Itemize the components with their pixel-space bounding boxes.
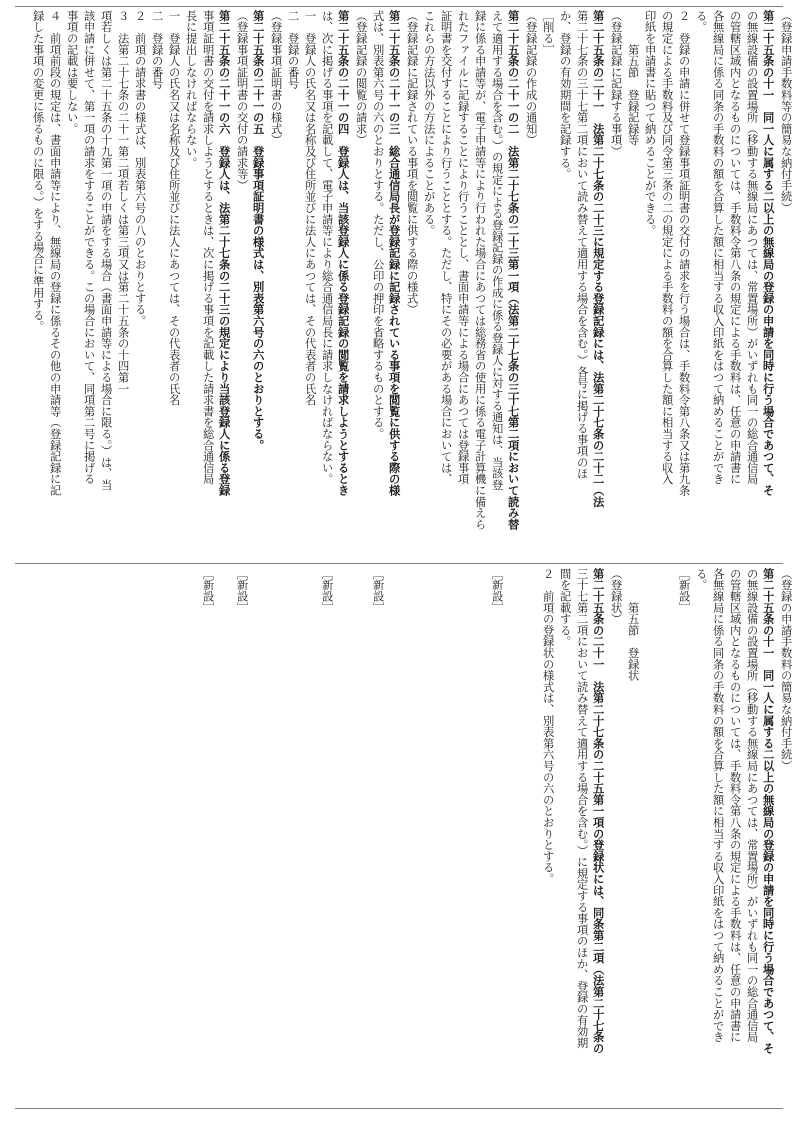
upper-column: 第二十五条の二十一の五 登録事項証明書の様式は、別表第六号の六のとおりとする。 [251,10,266,451]
upper-column: ［削る］ [541,10,555,56]
bottom-rule [15,1108,783,1109]
upper-column: 該申請に併せて、第一項の請求をすることができる。この場合において、同項第二号に掲げる [82,10,96,485]
lower-column: ［新設］ [371,568,385,614]
upper-column: 第二十五条の二十一の六 登録人は、法第二十七条の二十三の規定により当該登録人に係る登録 [217,10,232,496]
upper-column: ２ 登録の申請に併せて登録事項証明書の交付の請求を行う場合は、手数料令第八条又は第九条 [677,10,691,496]
upper-column: 第二十五条の二十一の二 法第二十七条の二十三第一項（法第二十七条の三十七第二項において読み替 [506,10,521,530]
upper-column: 印紙を申請書に貼つて納めることができる。 [643,10,657,236]
lower-column: ［新設］ [490,568,504,614]
upper-column: えて適用する場合を含む。）の規定による登録記録の作成に係る登録人に対する通知は、当該登 [490,10,504,491]
upper-column: 一 登録人の氏名又は名称及び住所並びに法人にあつては、その代表者の氏名 [167,10,181,406]
upper-column: ３ 法第二十七条の二十一第二項若しくは第三項又は第二十五条の十四第一 [116,10,130,395]
lower-column: （登録状） [609,568,623,625]
lower-column: る。 [694,568,708,591]
upper-column: 事項証明書の交付を請求しようとするときは、次に掲げる事項を記載した請求書を総合通信局 [201,10,215,485]
upper-column: （登録事項証明書の様式） [269,10,283,146]
lower-column: ［新設］ [201,568,215,614]
upper-column: 録に係る申請等が、電子申請等により行われた場合にあつては総務省の使用に係る電子計算機に備えら [473,10,487,530]
lower-column: ２ 前項の登録状の様式は、別表第六号の六のとおりとする。 [541,568,555,885]
lower-column: 第二十五条の二十一 法第二十七条の二十五第一項の登録状には、同条第二項（法第二十七条の [591,568,606,1054]
lower-column: 第五節 登録状 [626,568,640,681]
upper-column: 二 登録の番号 [286,10,300,90]
upper-column: 事項の記載は要しない。 [65,10,79,135]
upper-column: （登録記録に記録する事項） [609,10,623,157]
upper-column: 第二十五条の二十一の三 総合通信局長が登録記録に記録されている事項を閲覧に供する際の様 [387,10,402,496]
lower-column: ［新設］ [320,568,334,614]
upper-column: は、次に掲げる事項を記載して、電子申請等により総合通信局長に請求しなければならない。 [320,10,334,485]
upper-column: 長に提出しなければならない。 [184,10,198,169]
lower-column: ［新設］ [235,568,249,614]
lower-column: 第二十五条の十一 同一人に属する二以上の無線局の登録の申請を同時に行う場合であつて、そ [761,568,776,1054]
upper-column: （登録記録に記録されている事項を閲覧に供する際の様式） [405,10,419,316]
upper-column: 録した事項の変更に係るものに限る。）をする場合に準用する。 [31,10,45,333]
lower-column: （登録の申請手数料の簡易な納付手続） [779,568,793,772]
upper-column: か、登録の有効期間を記録する。 [558,10,572,180]
upper-column: 第二十五条の二十一 法第二十七条の二十三に規定する登録記録には、法第二十七条の二十二（法 [591,10,606,508]
lower-column: の無線設備の設置場所（移動する無線局にあつては、常置場所）がいずれも同一の総合通信局 [745,568,759,1043]
middle-rule [15,563,783,564]
upper-column: ２ 前項の請求書の様式は、別表第六号の八のとおりとする。 [133,10,147,327]
upper-column: （登録事項証明書の交付の請求等） [235,10,249,191]
upper-column: れたファイルに記録することにより行うこととし、書面申請等による場合にあつては登録事項 [456,10,470,485]
upper-column: 各無線局に係る同条の手数料の額を合算した額に相当する収入印紙をはつて納めることができ [711,10,725,485]
lower-column: ［新設］ [677,568,691,614]
upper-column: これらの方法以外の方法によることがある。 [422,10,436,236]
lower-column: 三十七第二項において読み替えて適用する場合を含む。）に規定する事項のほか、登録の有効期 [575,568,589,1049]
lower-column: の管轄区域内となるものについては、手数料令第八条の規定による手数料は、任意の申請書に [728,568,742,1043]
upper-column: の管轄区域内となるものについては、手数料令第八条の規定による手数料は、任意の申請書に [728,10,742,485]
upper-column: （登録記録の作成の通知） [524,10,538,146]
upper-column: 第二十七条の三十七第二項において読み替えて適用する場合を含む。）各号に掲げる事項のほ [575,10,589,479]
upper-column: 第二十五条の十一 同一人に属する二以上の無線局の登録の申請を同時に行う場合であつて、そ [761,10,776,496]
upper-column: 証明書を交付することにより行うこととする。ただし、特にその必要がある場合においては、 [439,10,453,485]
upper-column: 式は、別表第六号の六のとおりとする。ただし、公印の押印を省略するものとする。 [371,10,385,440]
upper-column: ４ 前項前段の規定は、書面申請等により、無線局の登録に係るその他の申請等（登録記録に記 [48,10,62,496]
upper-column: 第二十五条の二十一の四 登録人は、当該登録人に係る登録記録の閲覧を請求しようとするとき [336,10,351,496]
upper-column: （登録申請手数料等の簡易な納付手続） [779,10,793,214]
upper-column: る。 [694,10,708,33]
upper-column: 二 登録の番号 [150,10,164,90]
top-rule [15,6,783,7]
upper-column: の規定による手数料及び同令第三条の二の規定による手数料の額を合算した額に相当する収入 [660,10,674,485]
lower-column: 間を記載する。 [558,568,572,648]
upper-column: の無線設備の設置場所（移動する無線局にあつては、常置場所）がいずれも同一の総合通信局 [745,10,759,485]
upper-column: 一 登録人の氏名又は名称及び住所並びに法人にあつては、その代表者の氏名 [303,10,317,406]
upper-column: 項若しくは第二十五条の十九第一項の申請をする場合（書面申請等による場合に限る。）は、当 [99,10,113,491]
upper-column: 第五節 登録記録等 [626,10,640,146]
lower-column: 各無線局に係る同条の手数料の額を合算した額に相当する収入印紙をはつて納めることができ [711,568,725,1043]
upper-column: （登録記録の閲覧の請求） [354,10,368,146]
